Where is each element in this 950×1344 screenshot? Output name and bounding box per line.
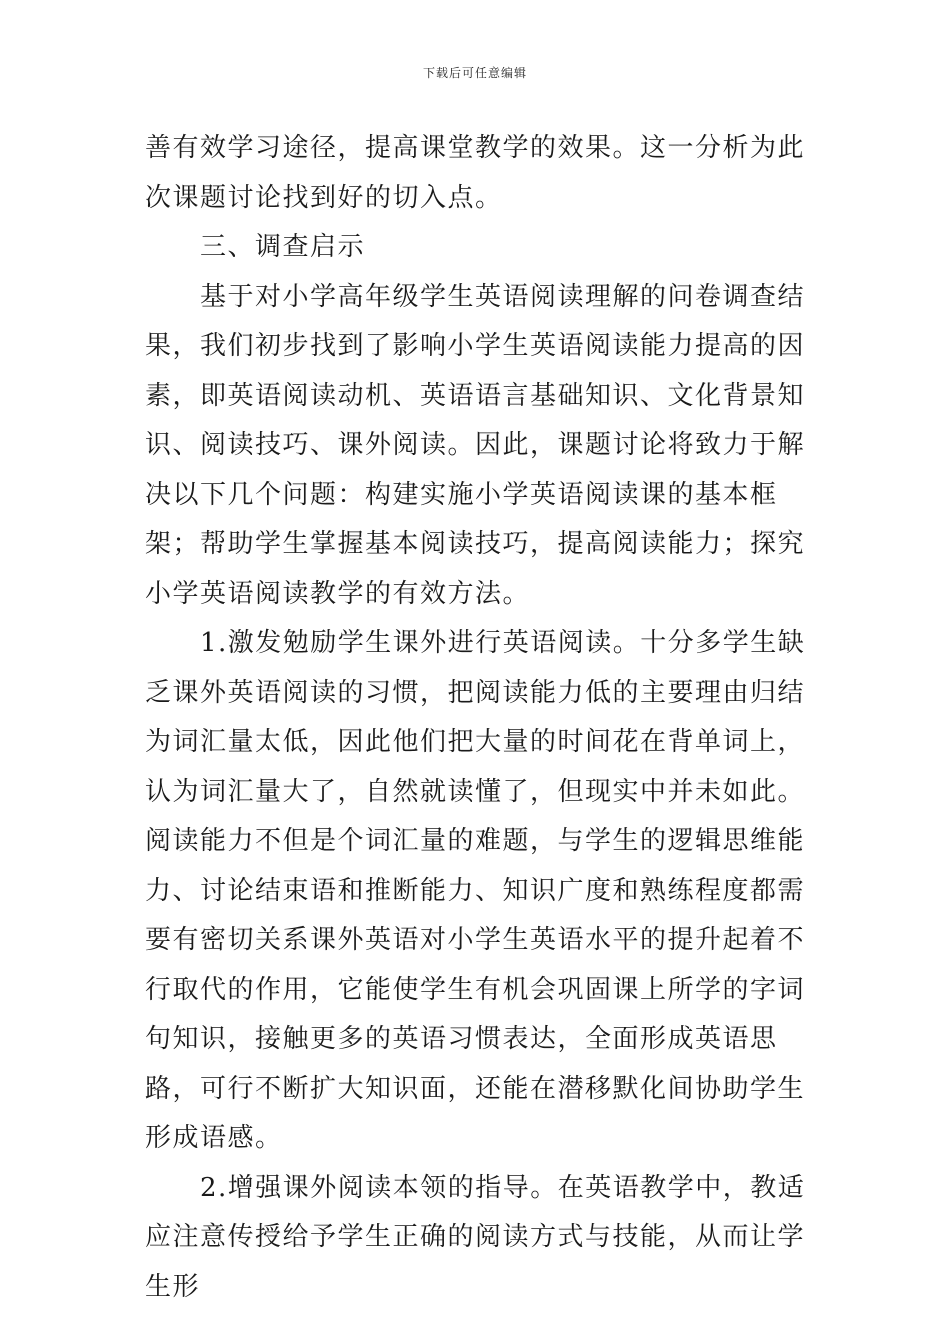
paragraph-point-1: 1.激发勉励学生课外进行英语阅读。十分多学生缺乏课外英语阅读的习惯，把阅读能力低的主要理由归结为词汇量太低，因此他们把大量的时间花在背单词上，认为词汇量大了，自然就读懂了，但现实中并未如此。阅读能力不但是个词汇量的难题，与学生的逻辑思维能力、讨论结束语和推断能力、知识广度和熟练程度都需要有密切关系课外英语对小学生英语水平的提升起着不行取代的作用，它能使学生有机会巩固课上所学的字词句知识，接触更多的英语习惯表达，全面形成英语思路，可行不断扩大知识面，还能在潜移默化间协助学生形成语感。 <box>145 628 806 1153</box>
document-body <box>145 124 810 1312</box>
section-heading: 三、调查启示 <box>200 232 366 262</box>
paragraph-survey-results: 基于对小学高年级学生英语阅读理解的问卷调查结果，我们初步找到了影响小学生英语阅读能力提高的因素，即英语阅读动机、英语语言基础知识、文化背景知识、阅读技巧、课外阅读。因此，课题讨论将致力于解决以下几个问题：构建实施小学英语阅读课的基本框架；帮助学生掌握基本阅读技巧，提高阅读能力；探究小学英语阅读教学的有效方法。 <box>145 281 806 609</box>
paragraph-continuation: 善有效学习途径，提高课堂教学的效果。这一分析为此次课题讨论找到好的切入点。 <box>145 133 806 213</box>
page-header: 下载后可任意编辑 <box>422 66 527 80</box>
paragraph-point-2: 2.增强课外阅读本领的指导。在英语教学中，教适应注意传授给予学生正确的阅读方式与技能，从而让学生形 <box>145 1172 806 1302</box>
